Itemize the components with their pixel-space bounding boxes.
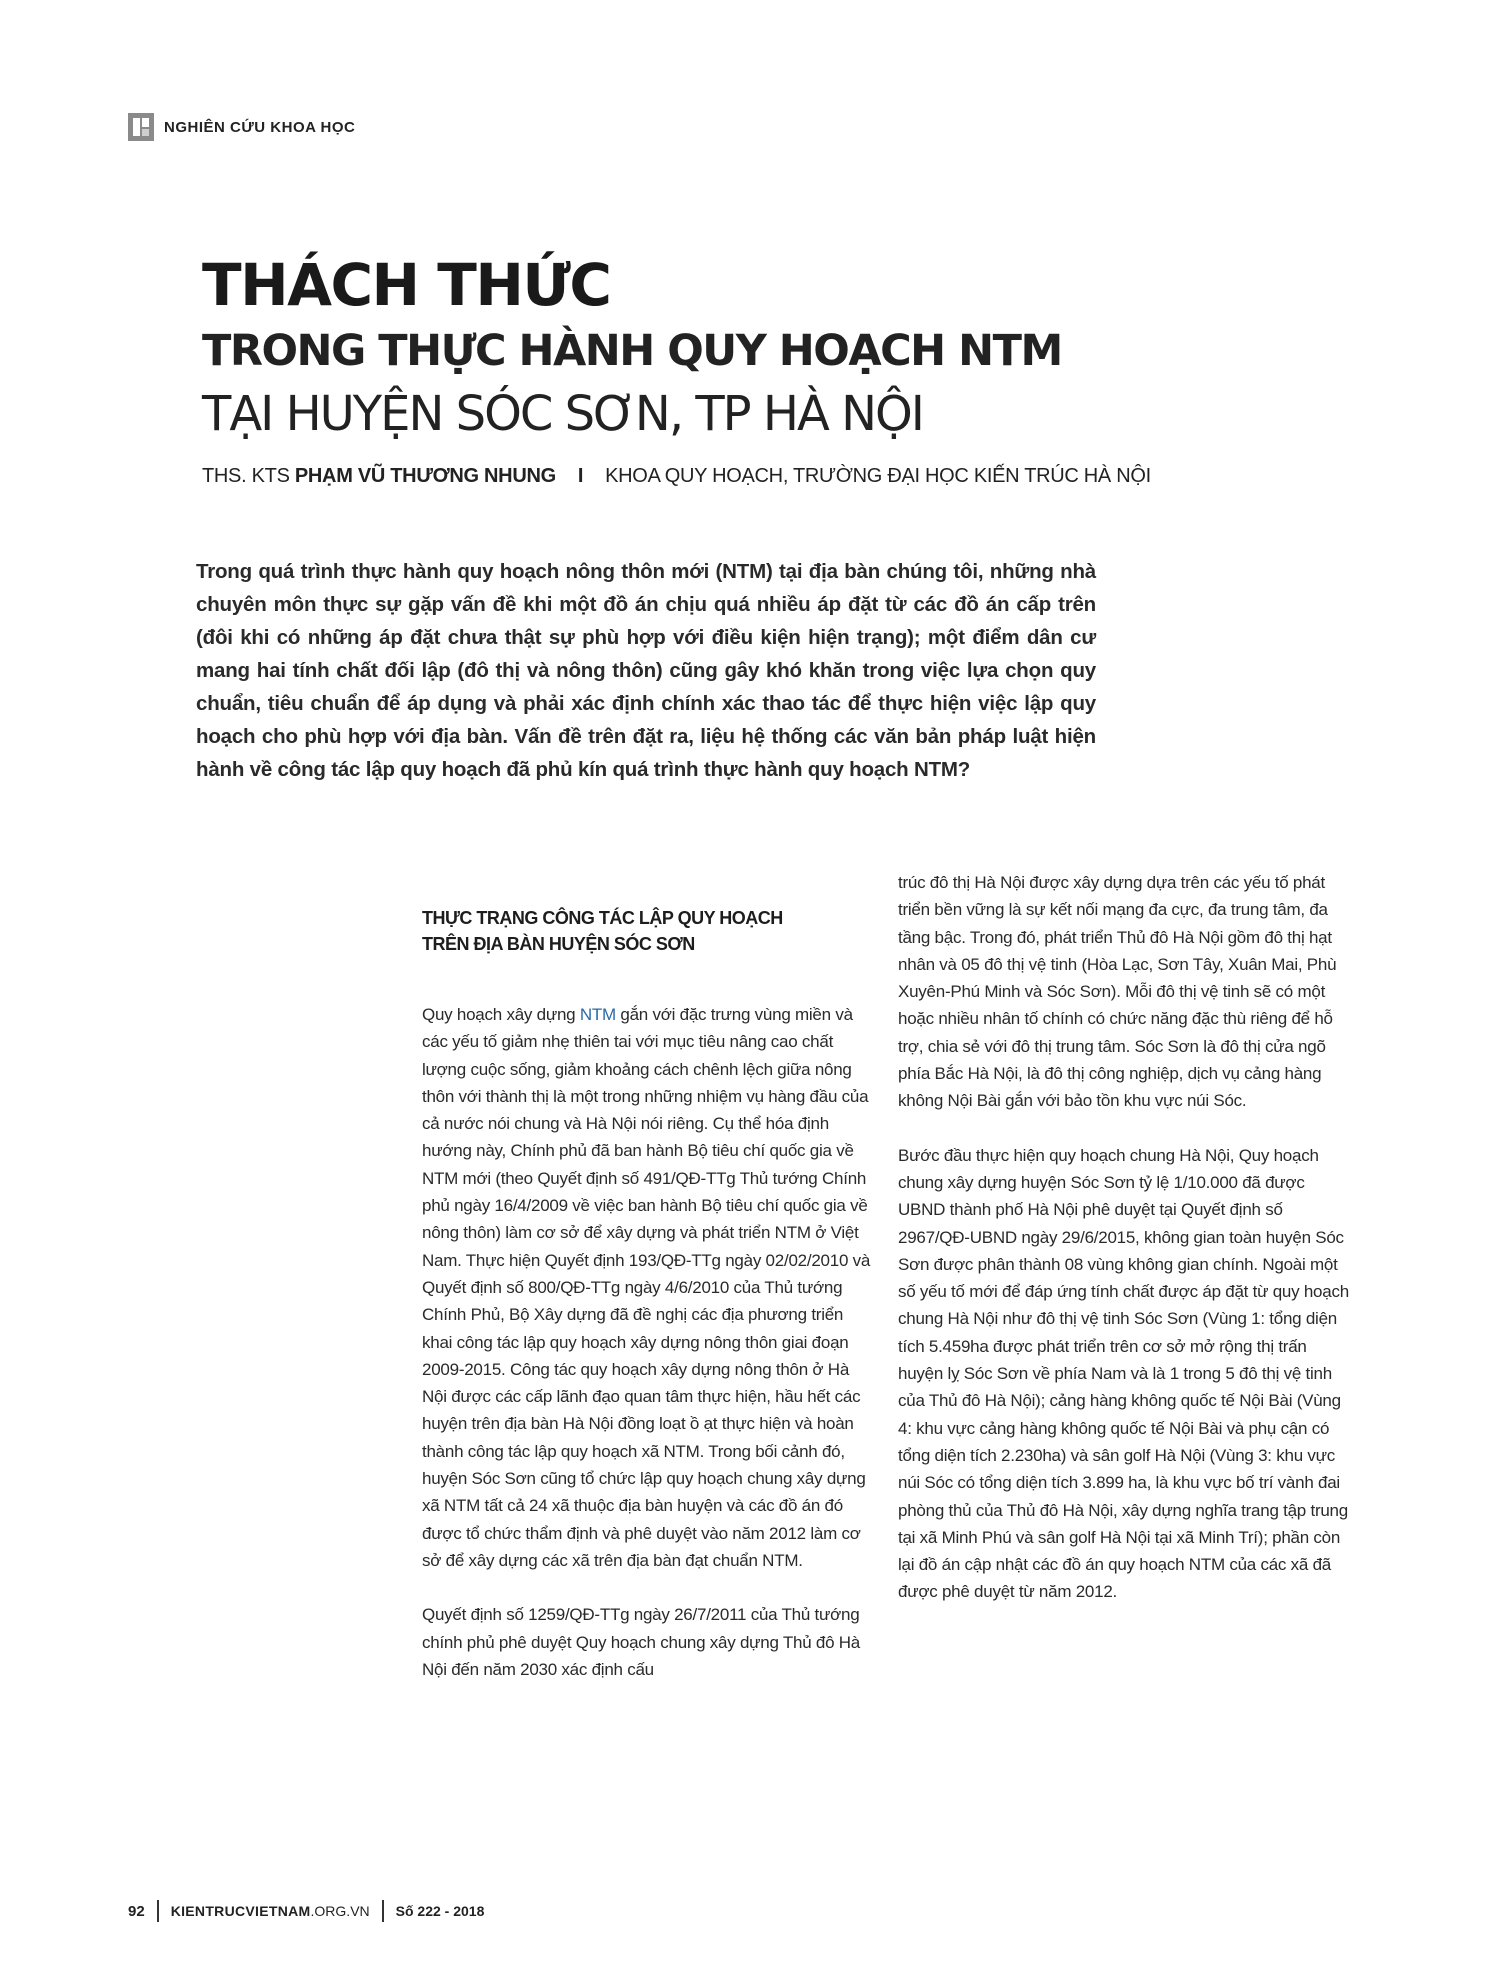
footer-divider — [157, 1900, 159, 1922]
left-column — [422, 905, 877, 1710]
right-paragraph-2: Bước đầu thực hiện quy hoạch chung Hà Nội, Quy hoạch chung xây dựng huyện Sóc Sơn tỷ lệ 1/10.000 đã được UBND thành phố Hà Nội phê duyệt tại Quyết định số 2967/QĐ-UBND ngày 29/6/2015, không gian toàn huyện Sóc Sơn được phân thành 08 vùng không gian chính. Ngoài một số yếu tố mới để đáp ứng tính chất được áp đặt từ quy hoạch chung Hà Nội như đô thị vệ tinh Sóc Sơn (Vùng 1: tổng diện tích 5.459ha được phát triển trên cơ sở mở rộng thị trấn huyện lỵ Sóc Sơn về phía Nam và là 1 trong 5 đô thị vệ tinh của Thủ đô Hà Nội); cảng hàng không quốc tế Nội Bài (Vùng 4: khu vực cảng hàng không quốc tế Nội Bài và phụ cận có tổng diện tích 2.230ha) và sân golf Hà Nội (Vùng 3: khu vực núi Sóc có tổng diện tích 3.899 ha, là khu vực bố trí vành đai phòng thủ của Thủ đô Hà Nội, xây dựng nghĩa trang tập trung tại xã Minh Phú và sân golf Hà Nội tại xã Minh Trí); phần còn lại đồ án cập nhật các đồ án quy hoạch NTM của các xã đã được phê duyệt từ năm 2012. — [898, 1145, 1349, 1602]
paragraph-text: Quy hoạch xây dựng — [422, 1005, 580, 1024]
footer-divider — [382, 1900, 384, 1922]
abstract: Trong quá trình thực hành quy hoạch nông thôn mới (NTM) tại địa bàn chúng tôi, những nhà chuyên môn thực sự gặp vấn đề khi một đồ án chịu quá nhiều áp đặt từ các đồ án cấp trên (đôi khi có những áp đặt chưa thật sự phù hợp với điều kiện hiện trạng); một điểm dân cư mang hai tính chất đối lập (đô thị và nông thôn) cũng gây khó khăn trong việc lựa chọn quy chuẩn, tiêu chuẩn để áp dụng và phải xác định chính xác thao tác để thực hiện việc lập quy hoạch cho phù hợp với địa bàn. Vấn đề trên đặt ra, liệu hệ thống các văn bản pháp luật hiện hành về công tác lập quy hoạch đã phủ kín quá trình thực hành quy hoạch NTM? — [196, 560, 1096, 781]
page-footer — [128, 1900, 484, 1922]
magazine-logo-icon — [128, 113, 154, 141]
title-line-1: THÁCH THỨC — [202, 251, 611, 319]
section-label: NGHIÊN CỨU KHOA HỌC — [164, 118, 356, 136]
author-affiliation: KHOA QUY HOẠCH, TRƯỜNG ĐẠI HỌC KIẾN TRÚC HÀ NỘI — [605, 465, 1151, 487]
author-name: PHẠM VŨ THƯƠNG NHUNG — [294, 465, 556, 487]
page-number: 92 — [128, 1902, 145, 1920]
title-line-3: TẠI HUYỆN SÓC SƠN, TP HÀ NỘI — [202, 386, 923, 442]
issue-number: Số 222 - 2018 — [395, 1903, 485, 1919]
byline — [202, 463, 1151, 489]
left-paragraph-1 — [422, 1001, 877, 1574]
title-line-2: TRONG THỰC HÀNH QUY HOẠCH NTM — [202, 326, 1062, 376]
article-title — [202, 250, 1402, 446]
author-prefix: THS. KTS — [202, 465, 295, 487]
section-heading-line-1: THỰC TRẠNG CÔNG TÁC LẬP QUY HOẠCH — [422, 908, 783, 928]
right-paragraph-1: trúc đô thị Hà Nội được xây dựng dựa trên các yếu tố phát triển bền vững là sự kết nối mạng đa cực, đa trung tâm, đa tầng bậc. Trong đó, phát triển Thủ đô Hà Nội gồm đô thị hạt nhân và 05 đô thị vệ tinh (Hòa Lạc, Sơn Tây, Xuân Mai, Phù Xuyên-Phú Minh và Sóc Sơn). Mỗi đô thị vệ tinh sẽ có một hoặc nhiều nhân tố chính có chức năng đặc thù riêng để hỗ trợ, chia sẻ với đô thị trung tâm. Sóc Sơn là đô thị cửa ngõ phía Bắc Hà Nội, là đô thị công nghiệp, dịch vụ cảng hàng không Nội Bài gắn với bảo tồn khu vực núi Sóc. — [898, 873, 1337, 1111]
site-suffix: .ORG.VN — [310, 1903, 370, 1919]
running-header — [128, 112, 355, 142]
byline-separator: I — [577, 465, 584, 487]
section-heading — [422, 905, 877, 957]
section-heading-line-2: TRÊN ĐỊA BÀN HUYỆN SÓC SƠN — [422, 934, 695, 954]
ntm-link[interactable]: NTM — [579, 1005, 616, 1024]
right-column — [898, 869, 1353, 1633]
paragraph-text: gắn với đặc trưng vùng miền và các yếu tố giảm nhẹ thiên tai với mục tiêu nâng cao chất lượng cuộc sống, giảm khoảng cách chênh lệch giữa nông thôn với thành thị là một trong những nhiệm vụ hàng đầu của cả nước nói chung và Hà Nội nói riêng. Cụ thể hóa định hướng này, Chính phủ đã ban hành Bộ tiêu chí quốc gia về NTM mới (theo Quyết định số 491/QĐ-TTg Thủ tướng Chính phủ ngày 16/4/2009 về việc ban hành Bộ tiêu chí quốc gia về nông thôn) làm cơ sở để xây dựng và phát triển NTM ở Việt Nam. Thực hiện Quyết định 193/QĐ-TTg ngày 02/02/2010 và Quyết định số 800/QĐ-TTg ngày 4/6/2010 của Thủ tướng Chính Phủ, Bộ Xây dựng đã đề nghị các địa phương triển khai công tác lập quy hoạch xây dựng nông thôn giai đoạn 2009-2015. Công tác quy hoạch xây dựng nông thôn ở Hà Nội được các cấp lãnh đạo quan tâm thực hiện, hầu hết các huyện trên địa bàn Hà Nội đồng loạt ồ ạt thực hiện và hoàn thành công tác lập quy hoạch xã NTM. Trong bối cảnh đó, huyện Sóc Sơn cũng tổ chức lập quy hoạch chung xây dựng xã NTM tất cả 24 xã thuộc địa bàn huyện và các đồ án đó được tổ chức thẩm định và phê duyệt vào năm 2012 làm cơ sở để xây dựng các xã trên địa bàn đạt chuẩn NTM. — [422, 1005, 871, 1570]
left-paragraph-2: Quyết định số 1259/QĐ-TTg ngày 26/7/2011 của Thủ tướng chính phủ phê duyệt Quy hoạch chung xây dựng Thủ đô Hà Nội đến năm 2030 xác định cấu — [422, 1605, 860, 1679]
site-name: KIENTRUCVIETNAM — [170, 1903, 311, 1919]
